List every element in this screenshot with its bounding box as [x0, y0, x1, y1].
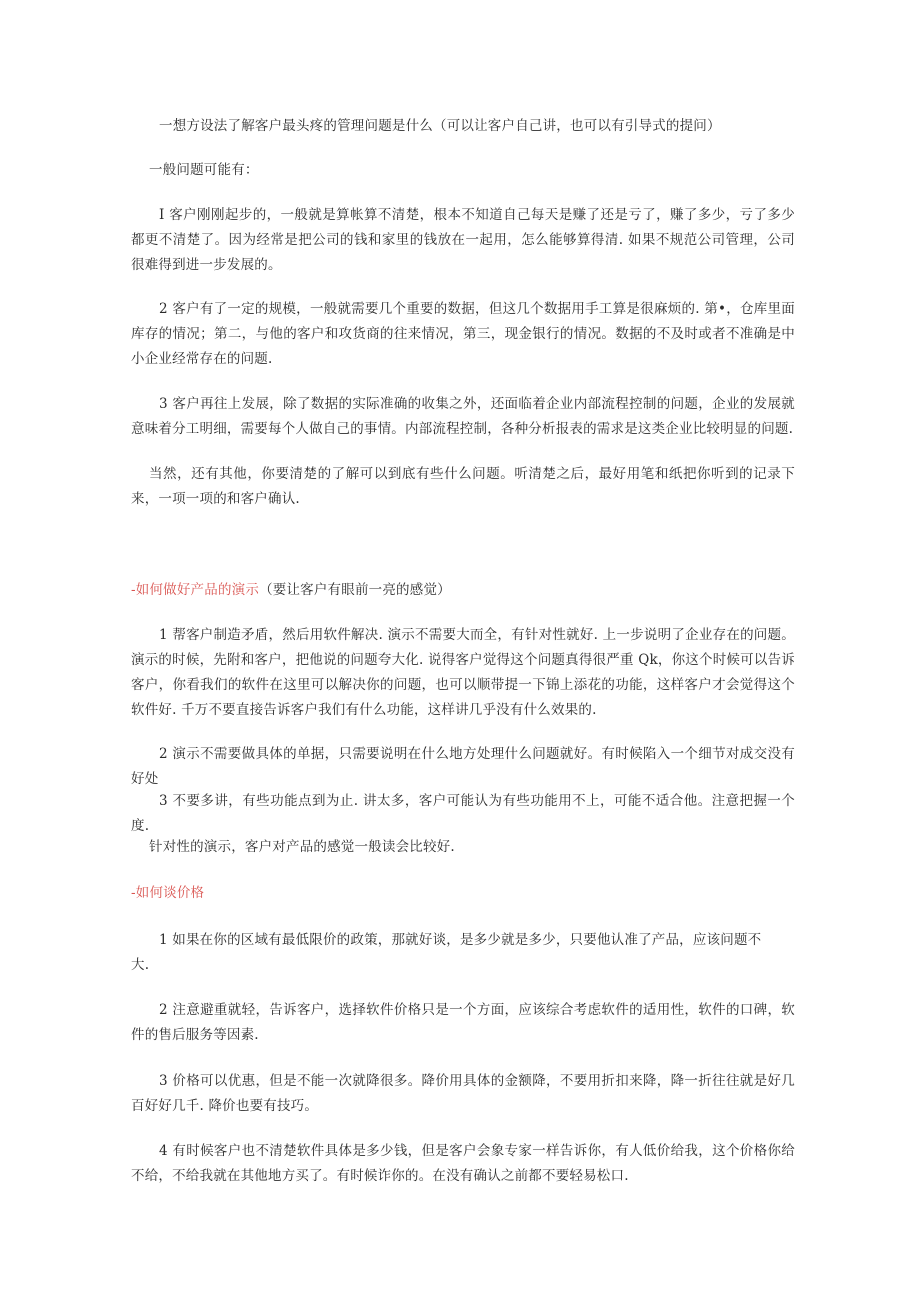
demo-item-1: 1 帮客户制造矛盾，然后用软件解决. 演示不需要大而全，有针对性就好. 上一步说明了企业存在的问题。演示的时候，先附和客户，把他说的问题夸大化. 说得客户觉得这个问题真得很严重 Qk，你这个时候可以告诉客户，你看我们的软件在这里可以解决你的问题，也可以顺带提一下锦上添花的功能，这样客户才会觉得这个软件好. 千万不要直接告诉客户我们有什么功能，这样讲几乎没有什么效果的. — [131, 627, 795, 718]
price-item-1-line-2: 大. — [131, 957, 150, 973]
intro-subtitle: 一般问题可能有： — [149, 162, 259, 178]
price-item-3: 3 价格可以优惠，但是不能一次就降很多。降价用具体的金额降，不要用折扣来降，降一折往往就是好几百好好几千. 降价也要有技巧。 — [131, 1073, 795, 1114]
price-item-1-line-1: 1 如果在你的区域有最低限价的政策，那就好谈，是多少就是多少，只要他认准了产品，应该问题不 — [159, 932, 762, 948]
intro-paragraph: 一想方设法了解客户最头疼的管理问题是什么（可以让客户自己讲，也可以有引导式的提问） — [159, 118, 721, 134]
problem-item-1: I 客户刚刚起步的，一般就是算帐算不清楚，根本不知道自己每天是赚了还是亏了，赚了多少，亏了多少都更不清楚了。因为经常是把公司的钱和家里的钱放在一起用，怎么能够算得清. 如果不规范公司管理，公司很难得到进一步发展的。 — [131, 207, 795, 273]
price-item-1 — [131, 928, 795, 978]
price-heading-accent: -如何谈价格 — [131, 885, 205, 901]
problem-item-2: 2 客户有了一定的规模，一般就需要几个重要的数据，但这几个数据用手工算是很麻烦的. 第•，仓库里面库存的情况；第二，与他的客户和攻货商的往来情况，第三，现金银行的情况。数据的不及时或者不准确是中小企业经常存在的问题. — [131, 301, 795, 367]
intro-closing: 当然，还有其他，你要清楚的了解可以到底有些什么问题。听清楚之后，最好用笔和纸把你听到的记录下来，一项一项的和客户确认. — [131, 466, 795, 507]
demo-item-2: 2 演示不需要做具体的单据，只需要说明在什么地方处理什么问题就好。有时候陷入一个细节对成交没有好处 — [131, 746, 795, 787]
demo-heading-note: （要让客户有眼前一亮的感觉） — [259, 582, 451, 598]
price-item-4: 4 有时候客户也不清楚软件具体是多少钱，但是客户会象专家一样告诉你，有人低价给我，这个价格你给不给，不给我就在其他地方买了。有时候诈你的。在没有确认之前都不要轻易松口. — [131, 1143, 795, 1184]
demo-item-3: 3 不要多讲，有些功能点到为止. 讲太多，客户可能认为有些功能用不上，可能不适合他。注意把握一个度. — [131, 793, 795, 834]
demo-closing: 针对性的演示，客户对产品的感觉一般读会比较好. — [149, 839, 455, 855]
demo-heading-accent: -如何做好产品的演示 — [131, 582, 260, 598]
demo-section-heading — [131, 578, 795, 603]
problem-item-3: 3 客户再往上发展，除了数据的实际准确的收集之外，还面临着企业内部流程控制的问题，企业的发展就意味着分工明细，需要每个人做自己的事情。内部流程控制，各种分析报表的需求是这类企业比较明显的问题. — [131, 396, 795, 437]
price-item-2: 2 注意避重就轻，告诉客户，选择软件价格只是一个方面，应该综合考虑软件的适用性，软件的口碑，软件的售后服务等因素. — [131, 1002, 795, 1043]
price-section-heading — [131, 881, 795, 906]
